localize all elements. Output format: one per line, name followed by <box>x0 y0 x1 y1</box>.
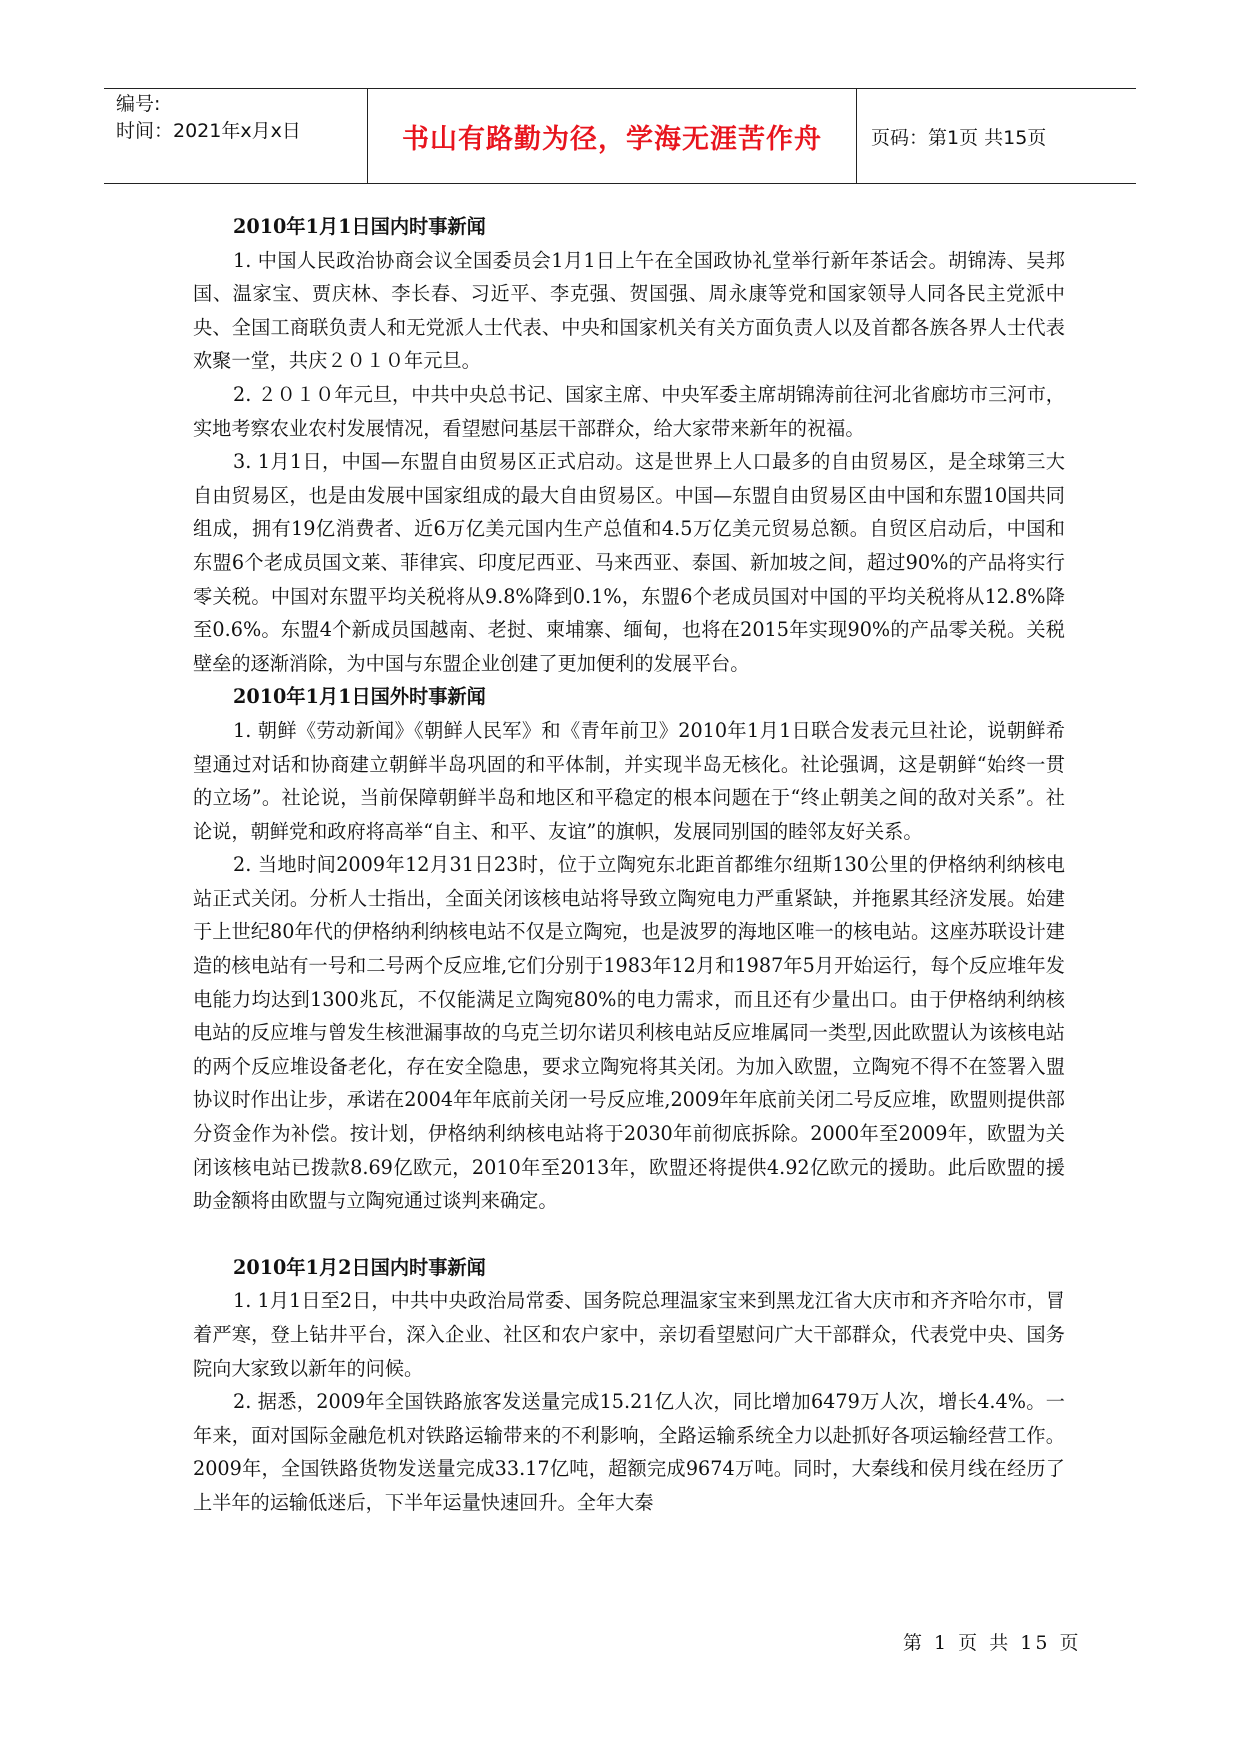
section-title: 2010年1月1日国外时事新闻 <box>233 685 486 709</box>
news-paragraph: 1. 朝鲜《劳动新闻》《朝鲜人民军》和《青年前卫》2010年1月1日联合发表元旦社论，说朝鲜希望通过对话和协商建立朝鲜半岛巩固的和平体制，并实现半岛无核化。社论强调，这是朝鲜“始终一贯的立场”。社论说，当前保障朝鲜半岛和地区和平稳定的根本问题在于“终止朝美之间的敌对关系”。社论说，朝鲜党和政府将高举“自主、和平、友谊”的旗帜，发展同别国的睦邻友好关系。 <box>193 718 1065 843</box>
number-label: 编号: <box>116 93 161 115</box>
news-paragraph: 3. 1月1日，中国—东盟自由贸易区正式启动。这是世界上人口最多的自由贸易区，是全球第三大自由贸易区，也是由发展中国家组成的最大自由贸易区。中国—东盟自由贸易区由中国和东盟10国共同组成，拥有19亿消费者、近6万亿美元国内生产总值和4.5万亿美元贸易总额。自贸区启动后，中国和东盟6个老成员国文莱、菲律宾、印度尼西亚、马来西亚、泰国、新加坡之间，超过90%的产品将实行零关税。中国对东盟平均关税将从9.8%降到0.1%，东盟6个老成员国对中国的平均关税将从12.8%降至0.6%。东盟4个新成员国越南、老挝、柬埔寨、缅甸，也将在2015年实现90%的产品零关税。关税壁垒的逐渐消除，为中国与东盟企业创建了更加便利的发展平台。 <box>193 450 1065 675</box>
header-page-info: 页码：第1页 共15页 <box>871 126 1047 149</box>
news-paragraph: 1. 中国人民政治协商会议全国委员会1月1日上午在全国政协礼堂举行新年茶话会。胡锦涛、吴邦国、温家宝、贾庆林、李长春、习近平、李克强、贺国强、周永康等党和国家领导人同各民主党派中央、全国工商联负责人和无党派人士代表、中央和国家机关有关方面负责人以及首都各族各界人士代表欢聚一堂，共庆２０１０年元旦。 <box>193 248 1065 373</box>
document-header <box>104 88 1136 184</box>
news-paragraph: 2. 据悉，2009年全国铁路旅客发送量完成15.21亿人次，同比增加6479万人次，增长4.4%。一年来，面对国际金融危机对铁路运输带来的不利影响，全路运输系统全力以赴抓好各项运输经营工作。2009年，全国铁路货物发送量完成33.17亿吨，超额完成9674万吨。同时，大秦线和侯月线在经历了上半年的运输低迷后，下半年运量快速回升。全年大秦 <box>193 1390 1065 1514</box>
news-paragraph: 2. 当地时间2009年12月31日23时，位于立陶宛东北距首都维尔纽斯130公里的伊格纳利纳核电站正式关闭。分析人士指出，全面关闭该核电站将导致立陶宛电力严重紧缺，并拖累其经济发展。始建于上世纪80年代的伊格纳利纳核电站不仅是立陶宛，也是波罗的海地区唯一的核电站。这座苏联设计建造的核电站有一号和二号两个反应堆,它们分别于1983年12月和1987年5月开始运行，每个反应堆年发电能力均达到1300兆瓦，不仅能满足立陶宛80%的电力需求，而且还有少量出口。由于伊格纳利纳核电站的反应堆与曾发生核泄漏事故的乌克兰切尔诺贝利核电站反应堆属同一类型,因此欧盟认为该核电站的两个反应堆设备老化，存在安全隐患，要求立陶宛将其关闭。为加入欧盟，立陶宛不得不在签署入盟协议时作出让步，承诺在2004年年底前关闭一号反应堆,2009年年底前关闭二号反应堆，欧盟则提供部分资金作为补偿。按计划，伊格纳利纳核电站将于2030年前彻底拆除。2000年至2009年，欧盟为关闭该核电站已拨款8.69亿欧元，2010年至2013年，欧盟还将提供4.92亿欧元的援助。此后欧盟的援助金额将由欧盟与立陶宛通过谈判来确定。 <box>193 853 1065 1213</box>
section-title: 2010年1月2日国内时事新闻 <box>233 1255 486 1279</box>
news-paragraph: 2. ２０１０年元旦，中共中央总书记、国家主席、中央军委主席胡锦涛前往河北省廊坊市三河市，实地考察农业农村发展情况，看望慰问基层干部群众，给大家带来新年的祝福。 <box>193 382 1065 440</box>
header-meta <box>104 89 368 183</box>
page-footer: 第 1 页 共 15 页 <box>903 1632 1082 1654</box>
news-paragraph: 1. 1月1日至2日，中共中央政治局常委、国务院总理温家宝来到黑龙江省大庆市和齐齐哈尔市，冒着严寒，登上钻井平台，深入企业、社区和农户家中，亲切看望慰问广大干部群众，代表党中央、国务院向大家致以新年的问候。 <box>193 1289 1065 1380</box>
document-body <box>193 210 1065 1520</box>
section-title: 2010年1月1日国内时事新闻 <box>233 215 486 238</box>
blank-line <box>193 1218 1065 1251</box>
time-label: 时间：2021年x月x日 <box>116 120 301 142</box>
header-motto: 书山有路勤为径，学海无涯苦作舟 <box>368 89 857 183</box>
